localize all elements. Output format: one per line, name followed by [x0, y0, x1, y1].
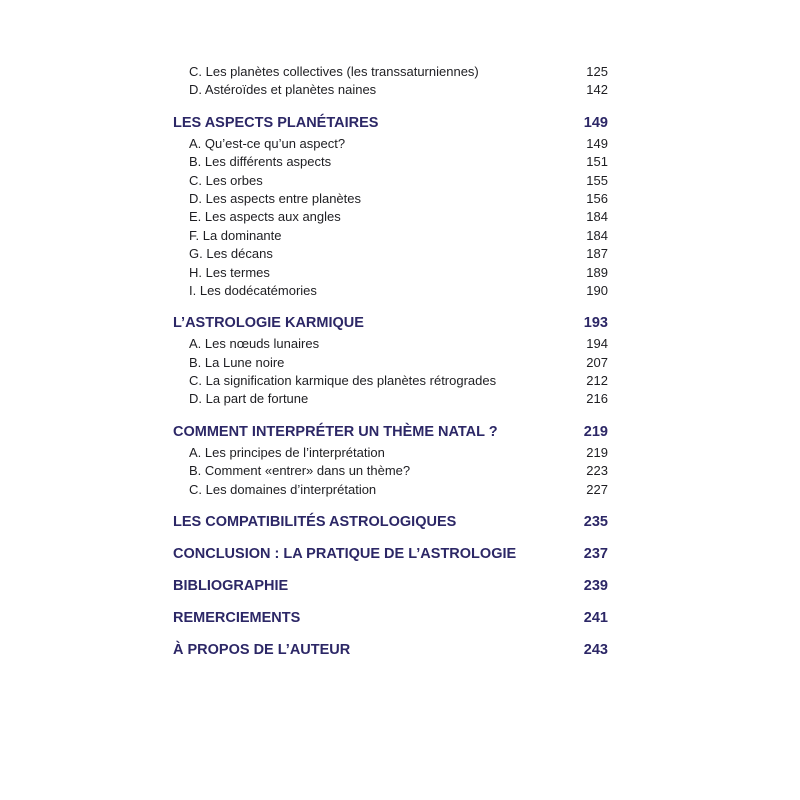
toc-entry-label: B. Comment «entrer» dans un thème?: [189, 463, 411, 479]
toc-entry-page: 194: [586, 336, 608, 352]
toc-section-page: 241: [583, 610, 608, 627]
toc-entry-page: 184: [586, 209, 608, 225]
toc-section-label: BIBLIOGRAPHIE: [173, 578, 289, 595]
table-of-contents: [173, 63, 608, 660]
toc-entry-label: F. La dominante: [189, 227, 282, 243]
toc-entry-page: 142: [586, 82, 608, 98]
toc-section-heading: [173, 512, 608, 532]
toc-section-heading: [173, 608, 608, 628]
toc-entry-label: B. Les différents aspects: [189, 154, 332, 170]
toc-entry-page: 219: [586, 444, 608, 460]
toc-entry-page: 155: [586, 172, 608, 188]
toc-entry-label: A. Les nœuds lunaires: [189, 336, 320, 352]
toc-entry-label: C. La signification karmique des planètes rétrogrades: [189, 373, 497, 389]
toc-entry-label: G. Les décans: [189, 246, 273, 262]
toc-entry-page: 227: [586, 481, 608, 497]
toc-entry-page: 190: [586, 282, 608, 298]
toc-section-label: L’ASTROLOGIE KARMIQUE: [173, 315, 364, 332]
toc-entry-label: A. Qu’est-ce qu’un aspect?: [189, 135, 346, 151]
toc-section-heading: [173, 113, 608, 133]
toc-section-label: À PROPOS DE L’AUTEUR: [173, 642, 351, 659]
toc-entry-label: C. Les domaines d’interprétation: [189, 481, 377, 497]
toc-section-heading: [173, 422, 608, 442]
toc-entry-label: H. Les termes: [189, 264, 270, 280]
toc-entry-page: 187: [586, 246, 608, 262]
toc-entry: [173, 282, 608, 300]
toc-section-label: REMERCIEMENTS: [173, 610, 301, 627]
toc-entry-label: E. Les aspects aux angles: [189, 209, 341, 225]
toc-entry-page: 223: [586, 463, 608, 479]
toc-entry-page: 151: [586, 154, 608, 170]
toc-entry-page: 156: [586, 190, 608, 206]
toc-entry: [173, 372, 608, 390]
toc-entry: [173, 264, 608, 282]
toc-entry-label: B. La Lune noire: [189, 354, 285, 370]
toc-entry: [173, 354, 608, 372]
toc-entry-label: C. Les planètes collectives (les transsaturniennes): [189, 64, 479, 79]
toc-entry-page: 184: [586, 227, 608, 243]
toc-entry-label: C. Les orbes: [189, 172, 263, 188]
toc-entry: [173, 190, 608, 208]
toc-entry: [173, 208, 608, 226]
toc-entry: [173, 462, 608, 480]
toc-section-page: 219: [583, 423, 608, 440]
toc-section-heading: [173, 640, 608, 660]
toc-entry-page: 149: [586, 135, 608, 151]
toc-entry-page: 207: [586, 354, 608, 370]
toc-section-heading: [173, 313, 608, 333]
toc-entry-label: D. Les aspects entre planètes: [189, 190, 361, 206]
toc-section-label: CONCLUSION : LA PRATIQUE DE L’ASTROLOGIE: [173, 546, 517, 563]
toc-section-page: 237: [583, 546, 608, 563]
toc-section-page: 193: [583, 315, 608, 332]
toc-entry: [173, 63, 608, 81]
toc-entry: [173, 153, 608, 171]
toc-entry: [173, 481, 608, 499]
toc-entry-label: D. Astéroïdes et planètes naines: [189, 82, 377, 98]
toc-section-page: 239: [583, 578, 608, 595]
toc-entry-label: D. La part de fortune: [189, 391, 309, 407]
toc-section-label: COMMENT INTERPRÉTER UN THÈME NATAL ?: [173, 423, 498, 440]
toc-section-heading: [173, 544, 608, 564]
toc-entry-page: 125: [586, 64, 608, 79]
toc-entry: [173, 444, 608, 462]
toc-entry: [173, 172, 608, 190]
toc-entry: [173, 390, 608, 408]
toc-entry-page: 189: [586, 264, 608, 280]
toc-entry-page: 212: [586, 373, 608, 389]
toc-entry: [173, 245, 608, 263]
toc-entry-label: A. Les principes de l’interprétation: [189, 444, 385, 460]
toc-section-page: 243: [583, 642, 608, 659]
toc-entry: [173, 227, 608, 245]
toc-section-page: 235: [583, 514, 608, 531]
toc-entry: [173, 81, 608, 99]
toc-entry: [173, 135, 608, 153]
toc-entry-label: I. Les dodécatémories: [189, 282, 317, 298]
toc-section-label: LES COMPATIBILITÉS ASTROLOGIQUES: [173, 514, 457, 531]
toc-entry-page: 216: [586, 391, 608, 407]
toc-section-heading: [173, 576, 608, 596]
toc-section-label: LES ASPECTS PLANÉTAIRES: [173, 114, 379, 131]
toc-section-page: 149: [583, 114, 608, 131]
toc-entry: [173, 335, 608, 353]
